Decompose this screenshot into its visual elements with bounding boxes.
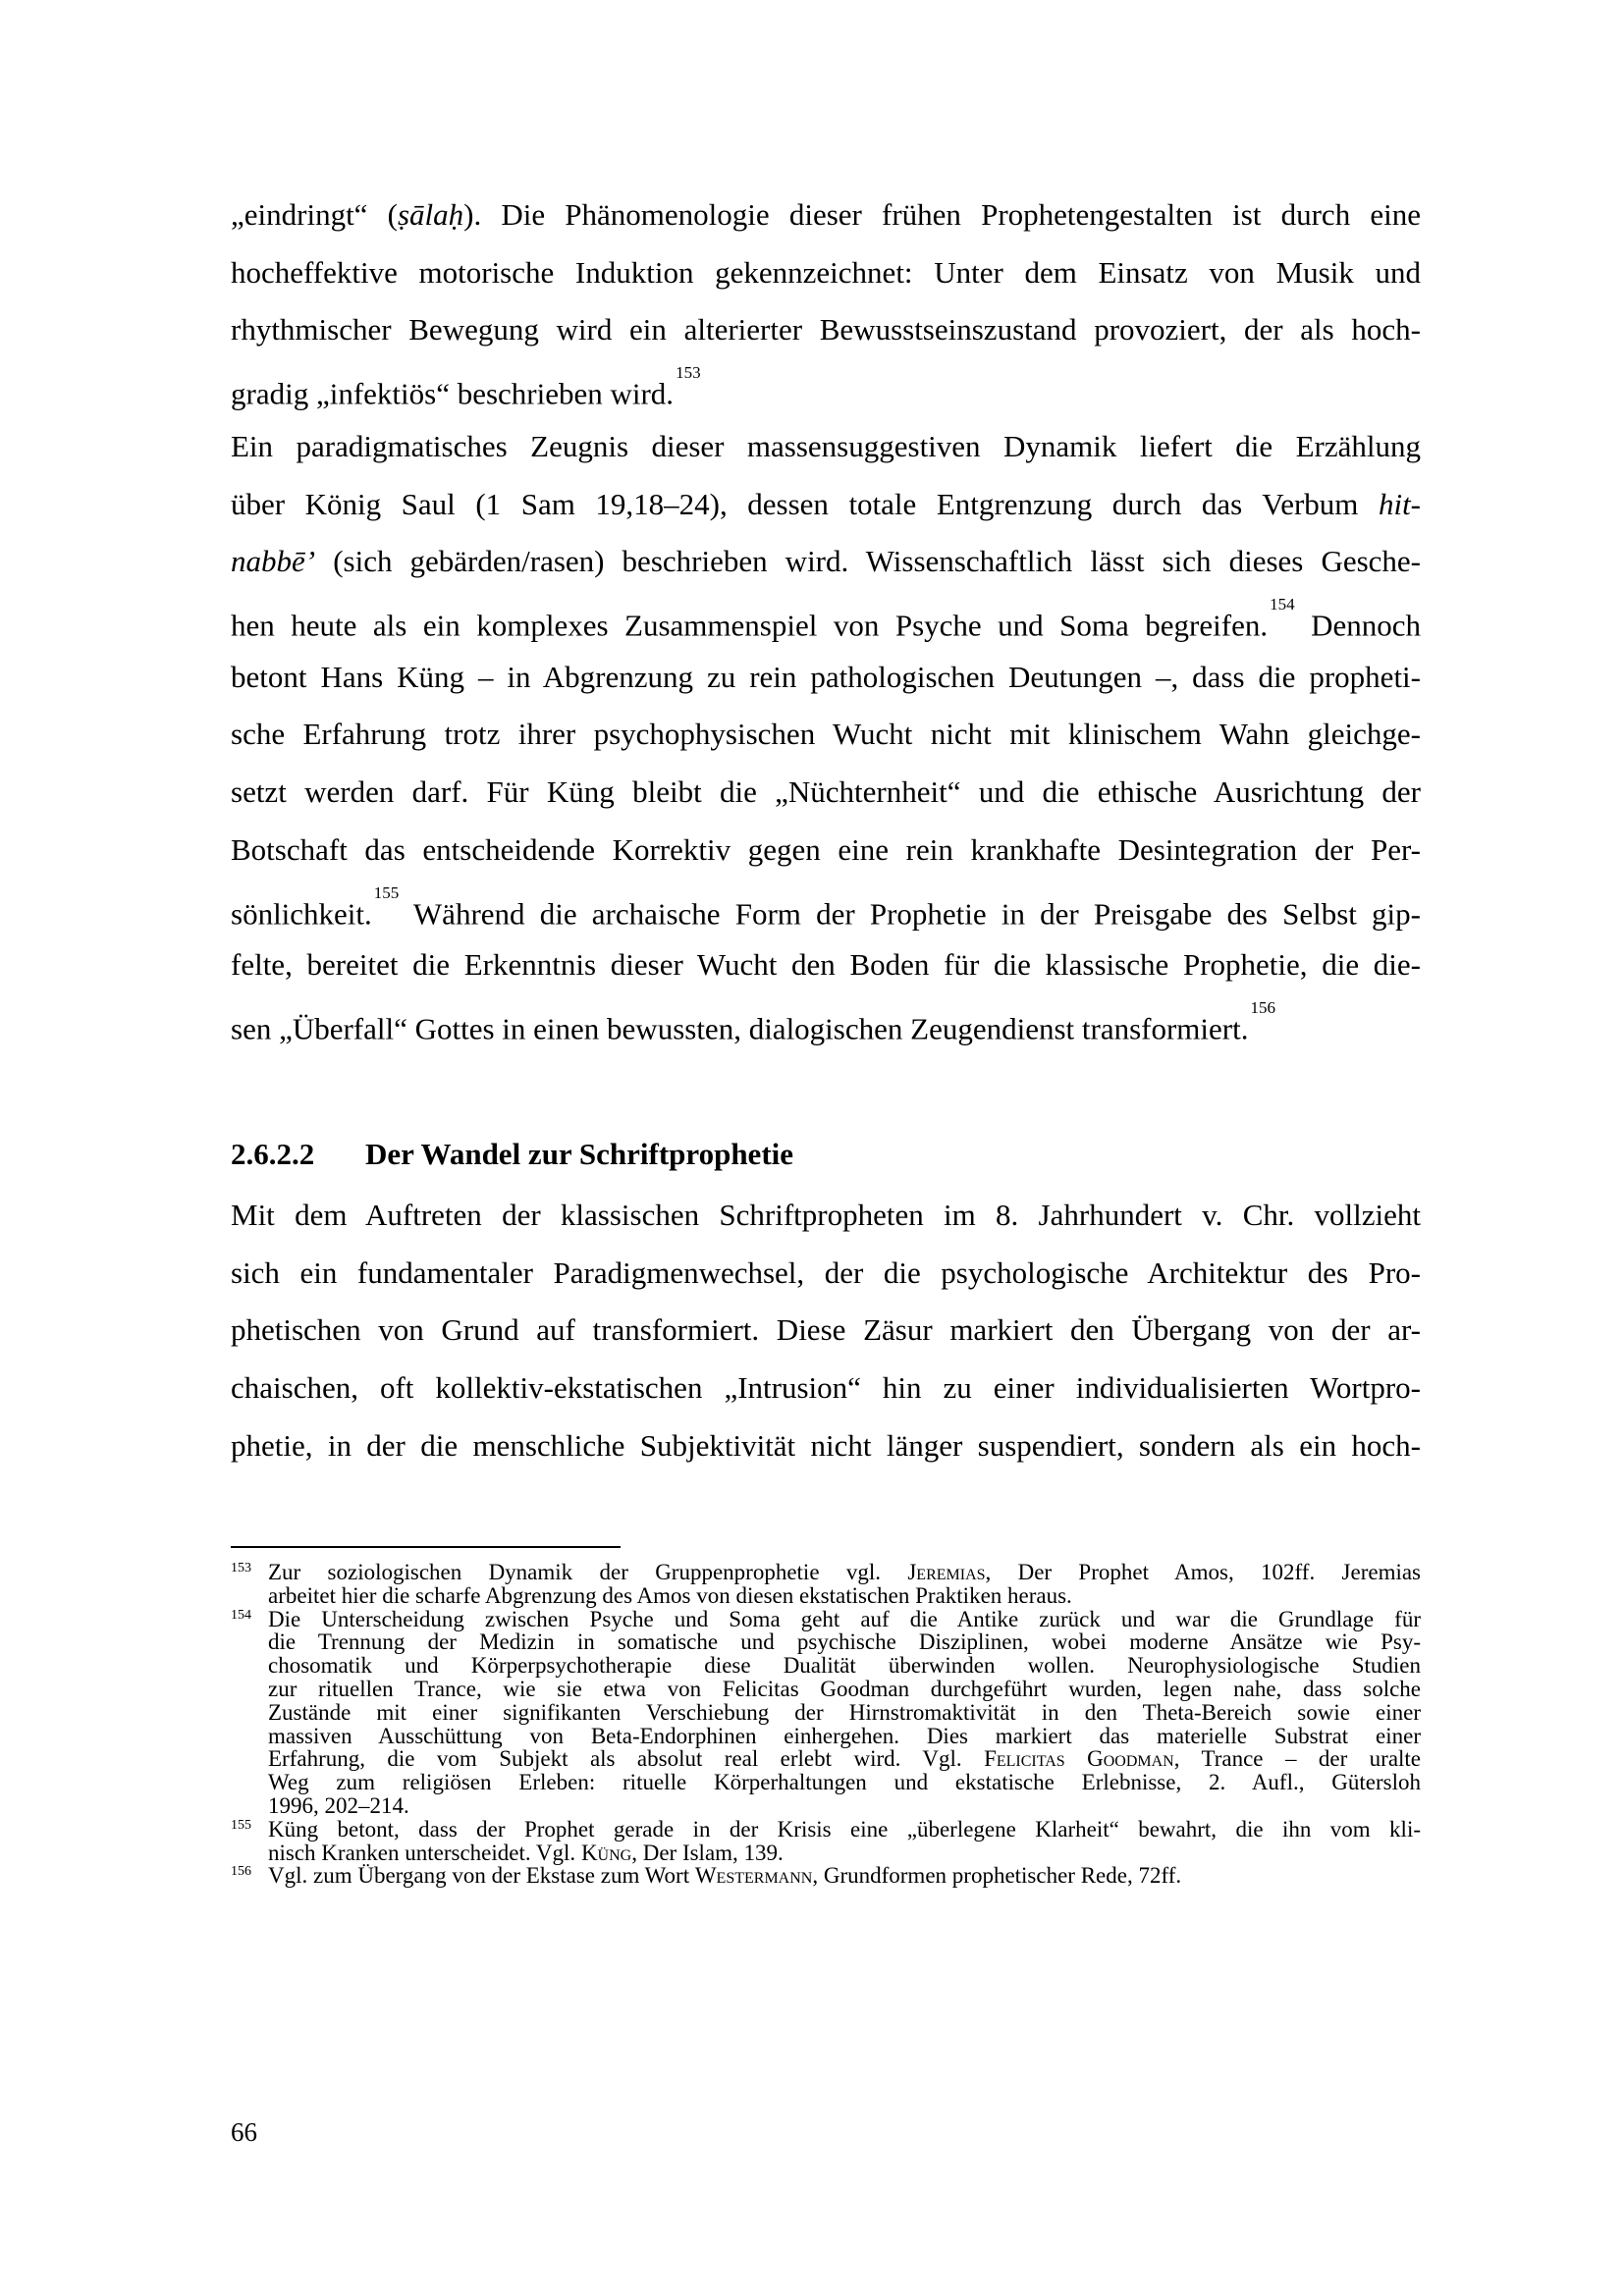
text-line: sich ein fundamentaler Paradigmenwechsel, der die psychologische Architektur des Pro- [231, 1255, 1421, 1290]
page-number: 66 [231, 2117, 257, 2147]
text-line: felte, bereitet die Erkenntnis dieser Wucht den Boden für die klassische Prophetie, die die- [231, 947, 1421, 983]
section-number: 2.6.2.2 [231, 1137, 315, 1171]
footnote-number: 154 [231, 1607, 251, 1623]
footnote-separator [231, 1546, 621, 1548]
paragraph-continuation [231, 187, 1421, 417]
footnote-line: massiven Ausschüttung von Beta-Endorphinen einhergehen. Dies markiert das materielle Substrat einer [268, 1723, 1421, 1748]
footnotes [231, 1561, 1421, 1888]
text-line: gradig „infektiös“ beschrieben wird.$^{153}$ [231, 363, 701, 411]
italic-term: nabbē’ [231, 544, 316, 579]
footnote-line: nisch Kranken unterscheidet. Vgl. Küng, Der Islam, 139. [268, 1840, 784, 1865]
footnote-line: Erfahrung, die vom Subjekt als absolut real erlebt wird. Vgl. Felicitas Goodman, Trance – der uralte [268, 1746, 1422, 1772]
footnote-line: chosomatik und Körperpsychotherapie diese Dualität überwinden wollen. Neurophysiologische Studien [268, 1653, 1421, 1679]
text-line: hocheffektive motorische Induktion gekennzeichnet: Unter dem Einsatz von Musik und [231, 254, 1421, 290]
text-line: Botschaft das entscheidende Korrektiv gegen eine rein krankhafte Desintegration der Per- [231, 831, 1421, 867]
text-line: chaischen, oft kollektiv-ekstatischen „Intrusion“ hin zu einer individualisierten Wortpro- [231, 1370, 1421, 1406]
footnote-156 [231, 1864, 1421, 1888]
line-content: „eindringt“ (ṣālaḥ). Die Phänomenologie dieser frühen Prophetengestalten ist durch eine [231, 197, 1421, 232]
footnote-line: 1996, 202–214. [268, 1792, 409, 1818]
footnote-reference[interactable]: 154 [1270, 595, 1295, 614]
footnote-line: die Trennung der Medizin in somatische und psychische Disziplinen, wobei moderne Ansätze wie Psy- [268, 1629, 1421, 1655]
footnote-number: 155 [231, 1817, 251, 1833]
text-line: phetischen von Grund auf transformiert. Diese Zäsur markiert den Übergang von der ar- [231, 1312, 1421, 1348]
footnote-number: 153 [231, 1561, 251, 1575]
footnote-154 [231, 1608, 1421, 1818]
text-line: hen heute als ein komplexes Zusammenspiel von Psyche und Soma begreifen.$^{154}$ Dennoch [231, 595, 1422, 643]
footnote-reference[interactable]: 153 [676, 363, 701, 383]
italic-term: ṣālaḥ [397, 197, 464, 232]
footnote-line: Weg zum religiösen Erleben: rituelle Körperhaltungen und ekstatische Erlebnisse, 2. Aufl., Gütersloh [268, 1770, 1421, 1795]
text-line: sönlichkeit.$^{155}$ Während die archaische Form der Prophetie in der Preisgabe des Selbst gip- [231, 882, 1421, 931]
section-title: Der Wandel zur Schriftprophetie [365, 1137, 794, 1171]
text-line [231, 187, 1421, 244]
footnote-line: Vgl. zum Übergang von der Ekstase zum Wort Westermann, Grundformen prophetischer Rede, 72ff. [268, 1863, 1182, 1889]
section-heading [231, 1137, 793, 1172]
text-line: Mit dem Auftreten der klassischen Schriftpropheten im 8. Jahrhundert v. Chr. vollzieht [231, 1198, 1421, 1232]
text-line: betont Hans Küng – in Abgrenzung zu rein pathologischen Deutungen –, dass die propheti- [231, 659, 1421, 694]
paragraph-schriftprophetie [231, 1187, 1421, 1474]
footnote-line: Küng betont, dass der Prophet gerade in der Krisis eine „überlegene Klarheit“ bewahrt, die ihn vom kli- [268, 1816, 1421, 1842]
footnote-line: Die Unterscheidung zwischen Psyche und Soma geht auf die Antike zurück und war die Grundlage für [268, 1606, 1421, 1631]
text-line: sche Erfahrung trotz ihrer psychophysischen Wucht nicht mit klinischem Wahn gleichge- [231, 717, 1421, 752]
text-line: Ein paradigmatisches Zeugnis dieser massensuggestiven Dynamik liefert die Erzählung [231, 429, 1421, 463]
text-line: über König Saul (1 Sam 19,18–24), dessen totale Entgrenzung durch das Verbum hit- [231, 486, 1422, 521]
italic-term: hit- [1378, 486, 1422, 521]
footnote-155 [231, 1818, 1421, 1865]
text-line: setzt werden darf. Für Küng bleibt die „Nüchternheit“ und die ethische Ausrichtung der [231, 774, 1421, 810]
footnote-153 [231, 1561, 1421, 1608]
text-line: phetie, in der die menschliche Subjektivität nicht länger suspendiert, sondern als ein hoch- [231, 1427, 1421, 1463]
text-line: sen „Überfall“ Gottes in einen bewussten, dialogischen Zeugendienst transformiert.$^{156}$ [231, 997, 1275, 1046]
footnote-reference[interactable]: 155 [373, 882, 400, 902]
text-line: rhythmischer Bewegung wird ein alterierter Bewusstseinszustand provoziert, der als hoch- [231, 312, 1421, 347]
footnote-line: arbeitet hier die scharfe Abgrenzung des Amos von diesen ekstatischen Praktiken heraus. [268, 1582, 1072, 1608]
footnote-line: Zustände mit einer signifikanten Verschiebung der Hirnstromaktivität in den Theta-Bereich sowie einer [268, 1699, 1421, 1725]
footnote-reference[interactable]: 156 [1250, 997, 1275, 1017]
footnote-line: zur rituellen Trance, wie sie etwa von Felicitas Goodman durchgeführt wurden, legen nahe, dass solche [268, 1676, 1421, 1701]
paragraph-saul [231, 418, 1421, 1052]
footnote-number: 156 [231, 1864, 251, 1880]
footnote-line: Zur soziologischen Dynamik der Gruppenprophetie vgl. Jeremias, Der Prophet Amos, 102ff. Jeremias [268, 1560, 1422, 1584]
text-line: nabbē’ (sich gebärden/rasen) beschrieben wird. Wissenschaftlich lässt sich dieses Gesche- [231, 544, 1422, 579]
